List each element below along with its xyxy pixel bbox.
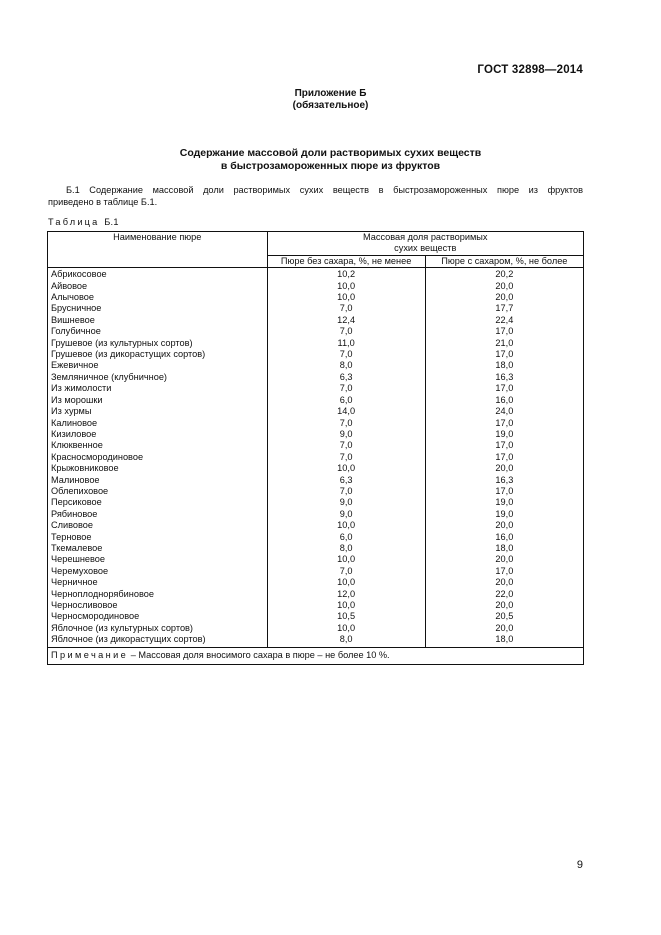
row-name: Из жимолости [48, 383, 268, 394]
note-label: Примечание [51, 649, 129, 660]
table-caption [48, 217, 119, 227]
row-without-sugar: 7,0 [267, 486, 425, 497]
row-with-sugar: 17,0 [495, 565, 514, 576]
header-with-sugar: Пюре с сахаром, %, не более [425, 255, 583, 267]
row-with-sugar: 24,0 [495, 406, 514, 417]
row-with-sugar: 19,0 [495, 428, 514, 439]
row-name: Ежевичное [48, 360, 268, 371]
table-row [48, 634, 584, 647]
row-name: Рябиновое [48, 509, 268, 520]
row-without-sugar: 10,0 [267, 281, 425, 292]
row-name: Облепиховое [48, 486, 268, 497]
header-group-line-2: сухих веществ [394, 243, 457, 254]
table-row [48, 611, 584, 622]
row-without-sugar: 10,0 [267, 577, 425, 588]
table-note [48, 647, 584, 664]
table-row [48, 486, 584, 497]
annex-status: (обязательное) [292, 100, 369, 111]
intro-line-1: Б.1 Содержание массовой доли растворимых сухих веществ в быстрозамороженных пюре из фруктов [66, 185, 583, 195]
header-name: Наименование пюре [48, 232, 268, 268]
row-name: Черноплоднорябиновое [48, 589, 268, 600]
row-name: Яблочное (из дикорастущих сортов) [48, 634, 268, 647]
row-with-sugar: 20,2 [495, 269, 514, 280]
row-without-sugar: 12,0 [267, 589, 425, 600]
row-without-sugar: 14,0 [267, 406, 425, 417]
row-without-sugar: 10,0 [267, 554, 425, 565]
table-row [48, 429, 584, 440]
table-row [48, 418, 584, 429]
row-without-sugar: 7,0 [267, 303, 425, 314]
row-without-sugar: 8,0 [267, 360, 425, 371]
row-name: Абрикосовое [48, 268, 268, 281]
row-with-sugar: 18,0 [495, 542, 514, 553]
row-with-sugar: 16,0 [495, 531, 514, 542]
row-with-sugar: 20,0 [495, 280, 514, 291]
table-row [48, 543, 584, 554]
row-with-sugar: 17,0 [495, 440, 514, 451]
table-row [48, 509, 584, 520]
row-without-sugar: 10,2 [267, 268, 425, 281]
table-row [48, 577, 584, 588]
row-with-sugar: 16,0 [495, 394, 514, 405]
row-name: Грушевое (из культурных сортов) [48, 338, 268, 349]
row-with-sugar: 20,0 [495, 577, 514, 588]
row-without-sugar: 7,0 [267, 383, 425, 394]
table-row [48, 292, 584, 303]
table-row [48, 520, 584, 531]
page-number: 9 [576, 859, 583, 871]
row-name: Клюквенное [48, 440, 268, 451]
row-with-sugar: 16,3 [495, 474, 514, 485]
row-without-sugar: 8,0 [267, 634, 425, 647]
row-name: Вишневое [48, 315, 268, 326]
row-with-sugar: 21,0 [495, 337, 514, 348]
row-without-sugar: 6,3 [267, 372, 425, 383]
annex-title: Приложение Б [294, 88, 367, 99]
row-with-sugar: 16,3 [495, 371, 514, 382]
row-with-sugar: 20,0 [495, 622, 514, 633]
table-row [48, 349, 584, 360]
row-with-sugar: 20,5 [495, 611, 514, 622]
row-name: Малиновое [48, 475, 268, 486]
table-row [48, 383, 584, 394]
table-row [48, 395, 584, 406]
row-without-sugar: 7,0 [267, 326, 425, 337]
table-row [48, 281, 584, 292]
row-name: Из хурмы [48, 406, 268, 417]
table-row [48, 440, 584, 451]
row-with-sugar: 17,7 [495, 303, 514, 314]
row-with-sugar: 19,0 [495, 497, 514, 508]
row-without-sugar: 7,0 [267, 349, 425, 360]
row-with-sugar: 17,0 [495, 326, 514, 337]
row-with-sugar: 18,0 [495, 634, 514, 645]
row-without-sugar: 10,0 [267, 520, 425, 531]
row-without-sugar: 12,4 [267, 315, 425, 326]
row-without-sugar: 10,0 [267, 292, 425, 303]
table-caption-word: Таблица [48, 217, 100, 227]
row-name: Из морошки [48, 395, 268, 406]
row-with-sugar: 17,0 [495, 383, 514, 394]
heading-line-1: Содержание массовой доли растворимых сухих веществ [179, 147, 482, 159]
row-with-sugar: 20,0 [495, 554, 514, 565]
table-row [48, 452, 584, 463]
table-body [48, 268, 584, 647]
row-name: Кизиловое [48, 429, 268, 440]
row-with-sugar: 17,0 [495, 451, 514, 462]
table-row [48, 372, 584, 383]
heading-line-2: в быстрозамороженных пюре из фруктов [220, 159, 441, 172]
row-without-sugar: 10,5 [267, 611, 425, 622]
header-group-line-1: Массовая доля растворимых [362, 232, 488, 242]
note-text: – Массовая доля вносимого сахара в пюре – не более 10 %. [128, 649, 390, 660]
row-with-sugar: 17,0 [495, 485, 514, 496]
intro-paragraph [48, 184, 583, 208]
row-name: Сливовое [48, 520, 268, 531]
row-without-sugar: 8,0 [267, 543, 425, 554]
row-with-sugar: 17,0 [495, 417, 514, 428]
row-name: Черносмородиновое [48, 611, 268, 622]
content-table [47, 231, 584, 665]
row-name: Грушевое (из дикорастущих сортов) [48, 349, 268, 360]
row-with-sugar: 17,0 [495, 349, 514, 360]
row-name: Персиковое [48, 497, 268, 508]
table-row [48, 315, 584, 326]
row-without-sugar: 7,0 [267, 566, 425, 577]
row-name: Калиновое [48, 418, 268, 429]
row-without-sugar: 10,0 [267, 623, 425, 634]
section-heading [0, 147, 661, 172]
table-row [48, 623, 584, 634]
row-with-sugar: 22,0 [495, 588, 514, 599]
table-row [48, 554, 584, 565]
row-name: Терновое [48, 532, 268, 543]
row-without-sugar: 9,0 [267, 497, 425, 508]
row-with-sugar: 19,0 [495, 508, 514, 519]
row-without-sugar: 9,0 [267, 429, 425, 440]
row-name: Крыжовниковое [48, 463, 268, 474]
row-name: Черемуховое [48, 566, 268, 577]
row-name: Черничное [48, 577, 268, 588]
row-name: Алычовое [48, 292, 268, 303]
row-name: Ткемалевое [48, 543, 268, 554]
intro-line-2: приведено в таблице Б.1. [48, 197, 158, 207]
row-without-sugar: 7,0 [267, 418, 425, 429]
row-without-sugar: 11,0 [267, 338, 425, 349]
header-without-sugar: Пюре без сахара, %, не менее [267, 255, 425, 267]
table-row [48, 589, 584, 600]
table-caption-number: Б.1 [104, 217, 119, 227]
table-row [48, 566, 584, 577]
row-without-sugar: 10,0 [267, 600, 425, 611]
header-group [267, 232, 584, 256]
table-row [48, 326, 584, 337]
row-name: Красносмородиновое [48, 452, 268, 463]
row-name: Черешневое [48, 554, 268, 565]
row-with-sugar: 18,0 [495, 360, 514, 371]
table-row [48, 406, 584, 417]
row-name: Голубичное [48, 326, 268, 337]
row-without-sugar: 6,0 [267, 532, 425, 543]
row-name: Айвовое [48, 281, 268, 292]
row-without-sugar: 6,0 [267, 395, 425, 406]
table-row [48, 600, 584, 611]
row-name: Земляничное (клубничное) [48, 372, 268, 383]
row-with-sugar: 20,0 [495, 520, 514, 531]
standard-number: ГОСТ 32898—2014 [477, 64, 583, 76]
table-row [48, 303, 584, 314]
table-row [48, 475, 584, 486]
row-name: Брусничное [48, 303, 268, 314]
row-without-sugar: 10,0 [267, 463, 425, 474]
row-without-sugar: 6,3 [267, 475, 425, 486]
row-without-sugar: 7,0 [267, 452, 425, 463]
row-with-sugar: 20,0 [495, 463, 514, 474]
row-name: Черносливовое [48, 600, 268, 611]
row-with-sugar: 22,4 [495, 314, 514, 325]
row-without-sugar: 9,0 [267, 509, 425, 520]
table-row [48, 338, 584, 349]
row-with-sugar: 20,0 [495, 600, 514, 610]
table-row [48, 463, 584, 474]
row-without-sugar: 7,0 [267, 440, 425, 451]
annex-block [0, 88, 661, 112]
row-name: Яблочное (из культурных сортов) [48, 623, 268, 634]
table-row [48, 532, 584, 543]
row-with-sugar: 20,0 [495, 292, 514, 303]
table-row [48, 360, 584, 371]
table-row [48, 268, 584, 281]
table-row [48, 497, 584, 508]
